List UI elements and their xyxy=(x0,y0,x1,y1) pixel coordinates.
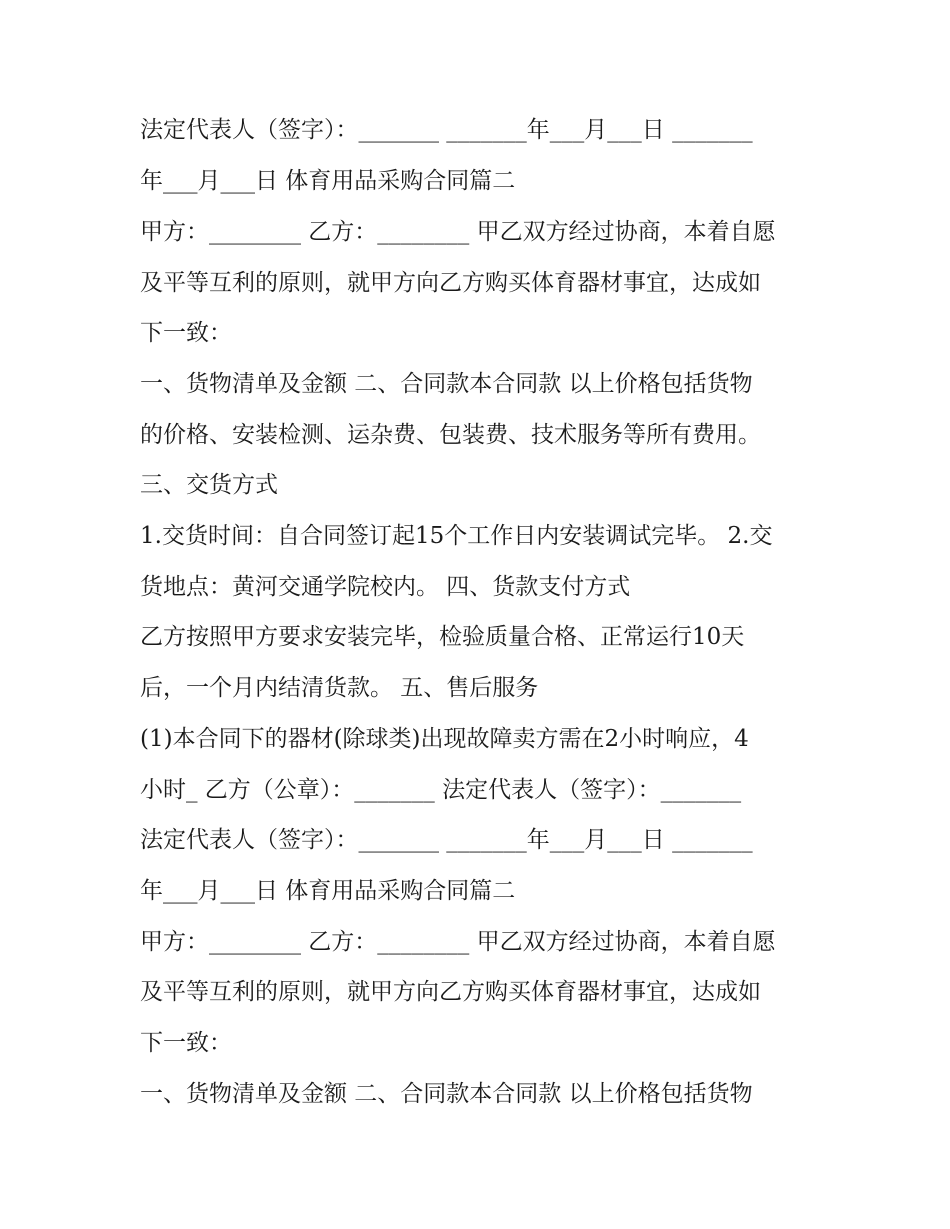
text-line: 及平等互利的原则，就甲方向乙方购买体育器材事宜，达成如 xyxy=(140,270,761,296)
text-line: 甲方：________ 乙方：________ 甲乙双方经过协商，本着自愿 xyxy=(140,929,776,955)
text-line: 法定代表人（签字）：_______ _______年___月___日 _______ xyxy=(140,117,753,143)
text-line: 法定代表人（签字）：_______ _______年___月___日 _______ xyxy=(140,827,753,853)
text-line: 乙方按照甲方要求安装完毕，检验质量合格、正常运行10天 xyxy=(140,624,745,650)
text-line: (1)本合同下的器材(除球类)出现故障卖方需在2小时响应，4 xyxy=(140,726,749,752)
text-line: 1.交货时间：自合同签订起15个工作日内安装调试完毕。 2.交 xyxy=(140,523,773,549)
text-line: 的价格、安装检测、运杂费、包装费、技术服务等所有费用。 xyxy=(140,422,761,448)
text-line: 下一致： xyxy=(140,320,232,346)
text-line: 及平等互利的原则，就甲方向乙方购买体育器材事宜，达成如 xyxy=(140,979,761,1005)
text-line: 三、交货方式 xyxy=(140,472,278,498)
text-line: 小时_ 乙方（公章）：_______ 法定代表人（签字）：_______ xyxy=(140,777,742,803)
text-line: 年___月___日 体育用品采购合同篇二 xyxy=(140,878,516,904)
text-line: 下一致： xyxy=(140,1030,232,1056)
text-line: 一、货物清单及金额 二、合同款本合同款 以上价格包括货物 xyxy=(140,1081,753,1107)
text-line: 年___月___日 体育用品采购合同篇二 xyxy=(140,168,516,194)
text-line: 一、货物清单及金额 二、合同款本合同款 以上价格包括货物 xyxy=(140,371,753,397)
text-line: 甲方：________ 乙方：________ 甲乙双方经过协商，本着自愿 xyxy=(140,219,776,245)
text-line: 货地点：黄河交通学院校内。 四、货款支付方式 xyxy=(140,574,631,600)
text-line: 后，一个月内结清货款。 五、售后服务 xyxy=(140,675,539,701)
